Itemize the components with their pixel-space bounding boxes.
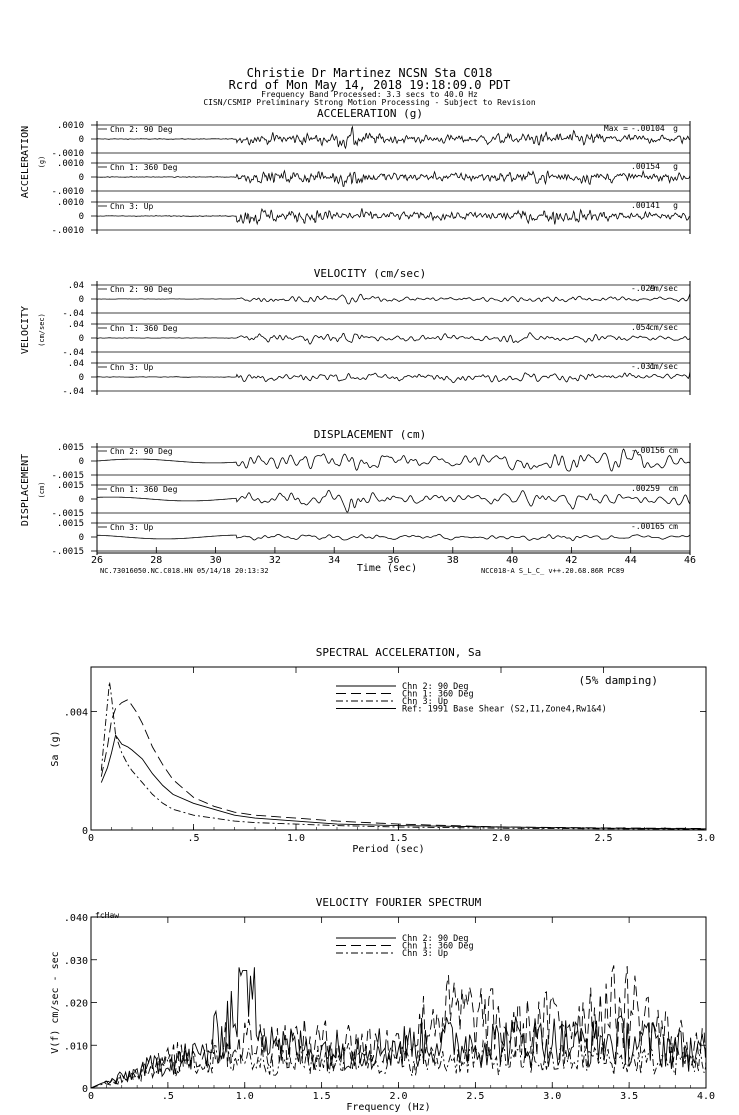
y-axis-unit: (cm) — [38, 481, 46, 499]
channel-label: Chn 2: 90 Deg — [110, 285, 173, 294]
legend-label: Chn 2: 90 Deg — [402, 682, 469, 692]
y-axis-label: V(f) cm/sec - sec — [50, 951, 61, 1054]
peak-unit: cm/sec — [649, 284, 678, 293]
y-tick-label: -.0010 — [51, 187, 84, 197]
plot-title: VELOCITY FOURIER SPECTRUM — [315, 896, 482, 909]
y-tick-label: .030 — [63, 955, 88, 967]
peak-unit: g — [673, 162, 678, 171]
x-tick-label: 0 — [87, 1091, 95, 1102]
x-tick-label: 32 — [268, 555, 281, 566]
y-tick-label: -.0015 — [51, 547, 84, 557]
x-tick-label: 26 — [90, 555, 104, 566]
x-tick-label: 2.5 — [466, 1091, 485, 1102]
x-tick-label: 1.0 — [286, 833, 306, 844]
station-title: Christie Dr Martinez NCSN Sta C018 — [246, 66, 493, 80]
x-tick-label: 2.0 — [389, 1091, 408, 1102]
y-tick-label: -.04 — [62, 309, 84, 319]
plot-title: SPECTRAL ACCELERATION, Sa — [315, 646, 482, 659]
y-tick-label: 0 — [78, 334, 84, 344]
x-tick-label: 34 — [328, 555, 341, 566]
corner-label: fcHaw — [95, 911, 120, 920]
series-line — [91, 965, 706, 1088]
legend-label: Chn 2: 90 Deg — [402, 934, 469, 944]
x-tick-label: 2.0 — [491, 833, 511, 844]
channel-label: Chn 3: Up — [110, 523, 154, 532]
x-axis-label: Frequency (Hz) — [346, 1102, 431, 1113]
y-tick-label: .040 — [63, 913, 88, 924]
peak-value: .00154 — [631, 162, 660, 171]
plot-frame — [91, 667, 706, 830]
x-tick-label: .5 — [187, 833, 200, 844]
y-tick-label: 0 — [78, 212, 84, 222]
peak-unit: cm — [668, 522, 678, 531]
x-tick-label: 3.0 — [696, 833, 716, 844]
legend-label: Chn 1: 360 Deg — [402, 689, 474, 700]
channel-label: Chn 2: 90 Deg — [110, 125, 173, 134]
waveform-trace — [97, 490, 690, 512]
x-tick-label: 3.5 — [620, 1091, 639, 1102]
x-tick-label: 36 — [387, 555, 400, 566]
record-title: Rcrd of Mon May 14, 2018 19:18:09.0 PDT — [228, 78, 511, 92]
legend-label: Chn 1: 360 Deg — [402, 941, 474, 952]
peak-unit: cm — [668, 446, 678, 455]
y-tick-label: -.04 — [62, 348, 84, 358]
waveform-trace — [97, 208, 690, 224]
y-tick-label: .020 — [63, 998, 88, 1010]
channel-label: Chn 1: 360 Deg — [110, 485, 178, 494]
peak-value: -.00165 — [631, 522, 665, 531]
x-tick-label: 30 — [209, 555, 222, 566]
x-tick-label: 0 — [87, 833, 95, 844]
y-tick-label: 0 — [81, 1084, 88, 1095]
y-tick-label: 0 — [78, 173, 84, 183]
y-tick-label: 0 — [78, 495, 84, 505]
x-tick-label: 1.5 — [389, 833, 408, 844]
channel-label: Chn 3: Up — [110, 202, 154, 211]
peak-unit: cm — [668, 484, 678, 493]
x-tick-label: 44 — [624, 555, 637, 566]
channel-label: Chn 3: Up — [110, 363, 154, 372]
y-tick-label: 0 — [78, 533, 84, 543]
waveform-trace — [97, 293, 690, 304]
channel-label: Chn 2: 90 Deg — [110, 447, 173, 456]
y-tick-label: -.04 — [62, 387, 84, 397]
record-id: NC.73016050.NC.C018.HN 05/14/18 20:13:32 — [100, 567, 269, 575]
x-tick-label: 1.0 — [235, 1091, 254, 1102]
x-axis-label: Time (sec) — [356, 563, 418, 574]
peak-value: .00141 — [631, 201, 660, 210]
waveform-trace — [97, 449, 690, 471]
x-tick-label: 42 — [565, 555, 578, 566]
y-tick-label: .04 — [67, 281, 84, 291]
y-tick-label: -.0010 — [51, 226, 84, 236]
y-tick-label: .004 — [63, 707, 88, 719]
peak-value: -.00104 — [631, 124, 665, 133]
y-tick-label: 0 — [78, 457, 84, 467]
y-tick-label: .0010 — [56, 121, 84, 131]
section-title: DISPLACEMENT (cm) — [313, 428, 427, 441]
x-tick-label: 4.0 — [696, 1091, 716, 1102]
x-tick-label: 46 — [683, 555, 697, 566]
peak-prefix: Max = — [603, 124, 628, 133]
y-tick-label: -.0015 — [51, 471, 84, 481]
processing-disclaimer: CISN/CSMIP Preliminary Strong Motion Processing - Subject to Revision — [203, 98, 536, 107]
y-tick-label: 0 — [78, 295, 84, 305]
y-axis-label: VELOCITY — [20, 305, 31, 355]
y-tick-label: .010 — [63, 1041, 88, 1053]
x-tick-label: 3.0 — [543, 1091, 562, 1102]
waveform-trace — [97, 171, 690, 187]
legend-label: Chn 3: Up — [402, 949, 449, 959]
channel-label: Chn 1: 360 Deg — [110, 163, 178, 172]
x-tick-label: 2.5 — [594, 833, 613, 844]
y-tick-label: 0 — [78, 135, 84, 145]
y-tick-label: .04 — [67, 359, 84, 369]
section-title: ACCELERATION (g) — [317, 107, 423, 120]
y-tick-label: .0015 — [56, 481, 84, 491]
legend-label: Ref: 1991 Base Shear (S2,I1,Zone4,Rw1&4) — [402, 704, 607, 715]
peak-value: .00259 — [631, 484, 660, 493]
peak-unit: cm/sec — [649, 362, 678, 371]
x-tick-label: 1.5 — [312, 1091, 331, 1102]
y-axis-label: DISPLACEMENT — [20, 453, 31, 527]
x-tick-label: 28 — [150, 555, 163, 566]
y-tick-label: .0015 — [56, 443, 84, 453]
y-tick-label: -.0015 — [51, 509, 84, 519]
y-axis-unit: (g) — [38, 155, 46, 169]
y-tick-label: .0010 — [56, 159, 84, 169]
peak-value: -.00156 — [631, 446, 665, 455]
y-tick-label: .0015 — [56, 519, 84, 529]
peak-unit: cm/sec — [649, 323, 678, 332]
peak-value: .054 — [631, 323, 651, 332]
waveform-trace — [97, 371, 690, 383]
section-title: VELOCITY (cm/sec) — [313, 267, 427, 280]
x-axis-label: Period (sec) — [352, 844, 425, 855]
waveform-trace — [97, 534, 690, 540]
y-tick-label: .0010 — [56, 198, 84, 208]
band-note: Frequency Band Processed: 3.3 secs to 40.0 Hz — [261, 90, 478, 99]
peak-unit: g — [673, 124, 678, 133]
y-tick-label: 0 — [81, 826, 88, 837]
y-axis-label: Sa (g) — [50, 730, 61, 767]
peak-value: -.031 — [631, 362, 656, 371]
y-axis-label: ACCELERATION — [20, 125, 31, 199]
y-tick-label: -.0010 — [51, 149, 84, 159]
x-tick-label: 38 — [446, 555, 459, 566]
legend-label: Chn 3: Up — [402, 697, 449, 707]
damping-note: (5% damping) — [578, 674, 658, 687]
waveform-trace — [97, 127, 690, 148]
y-tick-label: .04 — [67, 320, 84, 330]
channel-label: Chn 1: 360 Deg — [110, 324, 178, 333]
series-line — [101, 700, 706, 829]
peak-value: -.029 — [631, 284, 656, 293]
y-tick-label: 0 — [78, 373, 84, 383]
x-tick-label: .5 — [161, 1091, 174, 1102]
peak-unit: g — [673, 201, 678, 210]
waveform-trace — [97, 333, 690, 345]
x-tick-label: 40 — [506, 555, 519, 566]
y-axis-unit: (cm/sec) — [38, 313, 46, 347]
processing-id: NCC018-A S_L_C_ v++.20.68.86R PC89 — [481, 567, 625, 575]
